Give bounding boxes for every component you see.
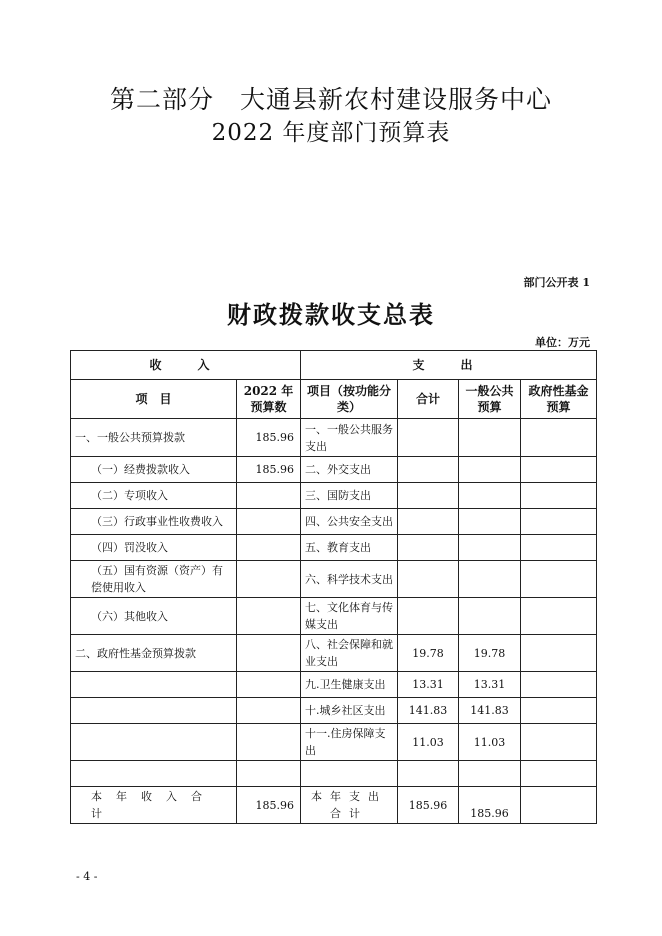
table-number: 部门公开表 1 (523, 276, 590, 289)
expense-item: 一、一般公共服务支出 (301, 419, 398, 457)
expense-total (398, 457, 459, 483)
expense-total (398, 509, 459, 535)
expense-total (398, 598, 459, 635)
total-row (71, 787, 597, 824)
income-amount (237, 672, 301, 698)
income-item (71, 724, 237, 761)
income-item: （四）罚没收入 (71, 535, 237, 561)
column-header-row (71, 380, 597, 419)
income-amount: 185.96 (237, 457, 301, 483)
income-amount (237, 535, 301, 561)
expense-gov-fund (521, 561, 597, 598)
expense-total (398, 535, 459, 561)
page-number: - 4 - (76, 870, 98, 883)
table-title: 财政拨款收支总表 (227, 300, 435, 329)
expense-gov-fund (521, 698, 597, 724)
expense-general (459, 561, 521, 598)
col-header-gov-fund: 政府性基金预算 (521, 380, 597, 419)
expense-item: 七、文化体育与传媒支出 (301, 598, 398, 635)
expense-total (398, 561, 459, 598)
expense-total: 13.31 (398, 672, 459, 698)
expense-total: 141.83 (398, 698, 459, 724)
expense-section-header: 支 出 (301, 351, 597, 380)
expense-gov-fund (521, 672, 597, 698)
table-row (71, 672, 597, 698)
income-item (71, 698, 237, 724)
table-body (71, 419, 597, 787)
income-section-header: 收 入 (71, 351, 301, 380)
expense-item: 十.城乡社区支出 (301, 698, 398, 724)
col-header-func-item: 项目（按功能分类） (301, 380, 398, 419)
expense-general: 13.31 (459, 672, 521, 698)
expense-general: 141.83 (459, 698, 521, 724)
col-header-item: 项 目 (71, 380, 237, 419)
income-item: （一）经费拨款收入 (71, 457, 237, 483)
expense-total: 11.03 (398, 724, 459, 761)
income-amount (237, 509, 301, 535)
section-header-row (71, 351, 597, 380)
table-row (71, 761, 597, 787)
expense-total-general: 185.96 (459, 787, 521, 824)
expense-total (398, 761, 459, 787)
income-item: （六）其他收入 (71, 598, 237, 635)
expense-gov-fund (521, 635, 597, 672)
expense-general (459, 419, 521, 457)
expense-gov-fund (521, 419, 597, 457)
expense-gov-fund (521, 509, 597, 535)
expense-total-label: 本年支出合计 (301, 787, 398, 824)
income-item (71, 672, 237, 698)
expense-general (459, 509, 521, 535)
expense-total: 19.78 (398, 635, 459, 672)
income-amount (237, 698, 301, 724)
title-part: 第二部分 (109, 85, 214, 114)
expense-total (398, 483, 459, 509)
table-row (71, 724, 597, 761)
table-row (71, 561, 597, 598)
income-total-amount: 185.96 (237, 787, 301, 824)
income-item: 二、政府性基金预算拨款 (71, 635, 237, 672)
income-item: （二）专项收入 (71, 483, 237, 509)
expense-general: 19.78 (459, 635, 521, 672)
expense-item: 八、社会保障和就业支出 (301, 635, 398, 672)
title-org: 大通县新农村建设服务中心 (240, 85, 553, 114)
income-item: 一、一般公共预算拨款 (71, 419, 237, 457)
income-amount (237, 561, 301, 598)
expense-item (301, 761, 398, 787)
budget-table (70, 350, 597, 824)
expense-item: 六、科学技术支出 (301, 561, 398, 598)
income-item (71, 761, 237, 787)
income-amount (237, 598, 301, 635)
expense-gov-fund (521, 598, 597, 635)
expense-total-amount: 185.96 (398, 787, 459, 824)
expense-item: 三、国防支出 (301, 483, 398, 509)
document-subtitle: 2022 年度部门预算表 (211, 120, 451, 146)
income-item: （五）国有资源（资产）有偿使用收入 (71, 561, 237, 598)
income-amount (237, 635, 301, 672)
expense-total-fund (521, 787, 597, 824)
expense-general (459, 535, 521, 561)
table-row (71, 457, 597, 483)
table-row (71, 698, 597, 724)
income-amount (237, 761, 301, 787)
income-amount (237, 483, 301, 509)
income-item: （三）行政事业性收费收入 (71, 509, 237, 535)
expense-gov-fund (521, 724, 597, 761)
table-row (71, 535, 597, 561)
expense-item: 二、外交支出 (301, 457, 398, 483)
table-row (71, 509, 597, 535)
income-amount (237, 724, 301, 761)
col-header-total: 合计 (398, 380, 459, 419)
expense-general (459, 598, 521, 635)
expense-gov-fund (521, 483, 597, 509)
expense-gov-fund (521, 457, 597, 483)
expense-item: 四、公共安全支出 (301, 509, 398, 535)
table-row (71, 483, 597, 509)
table-row (71, 635, 597, 672)
income-amount: 185.96 (237, 419, 301, 457)
expense-item: 九.卫生健康支出 (301, 672, 398, 698)
expense-general: 11.03 (459, 724, 521, 761)
unit-label: 单位：万元 (535, 336, 590, 349)
expense-item: 十一.住房保障支出 (301, 724, 398, 761)
expense-total (398, 419, 459, 457)
document-title (0, 80, 662, 116)
expense-item: 五、教育支出 (301, 535, 398, 561)
col-header-general: 一般公共预算 (459, 380, 521, 419)
expense-general (459, 457, 521, 483)
income-total-label: 本年收入合计 (71, 787, 237, 824)
table-row (71, 419, 597, 457)
expense-gov-fund (521, 535, 597, 561)
expense-general (459, 761, 521, 787)
table-row (71, 598, 597, 635)
col-header-budget: 2022 年预算数 (237, 380, 301, 419)
expense-general (459, 483, 521, 509)
expense-gov-fund (521, 761, 597, 787)
